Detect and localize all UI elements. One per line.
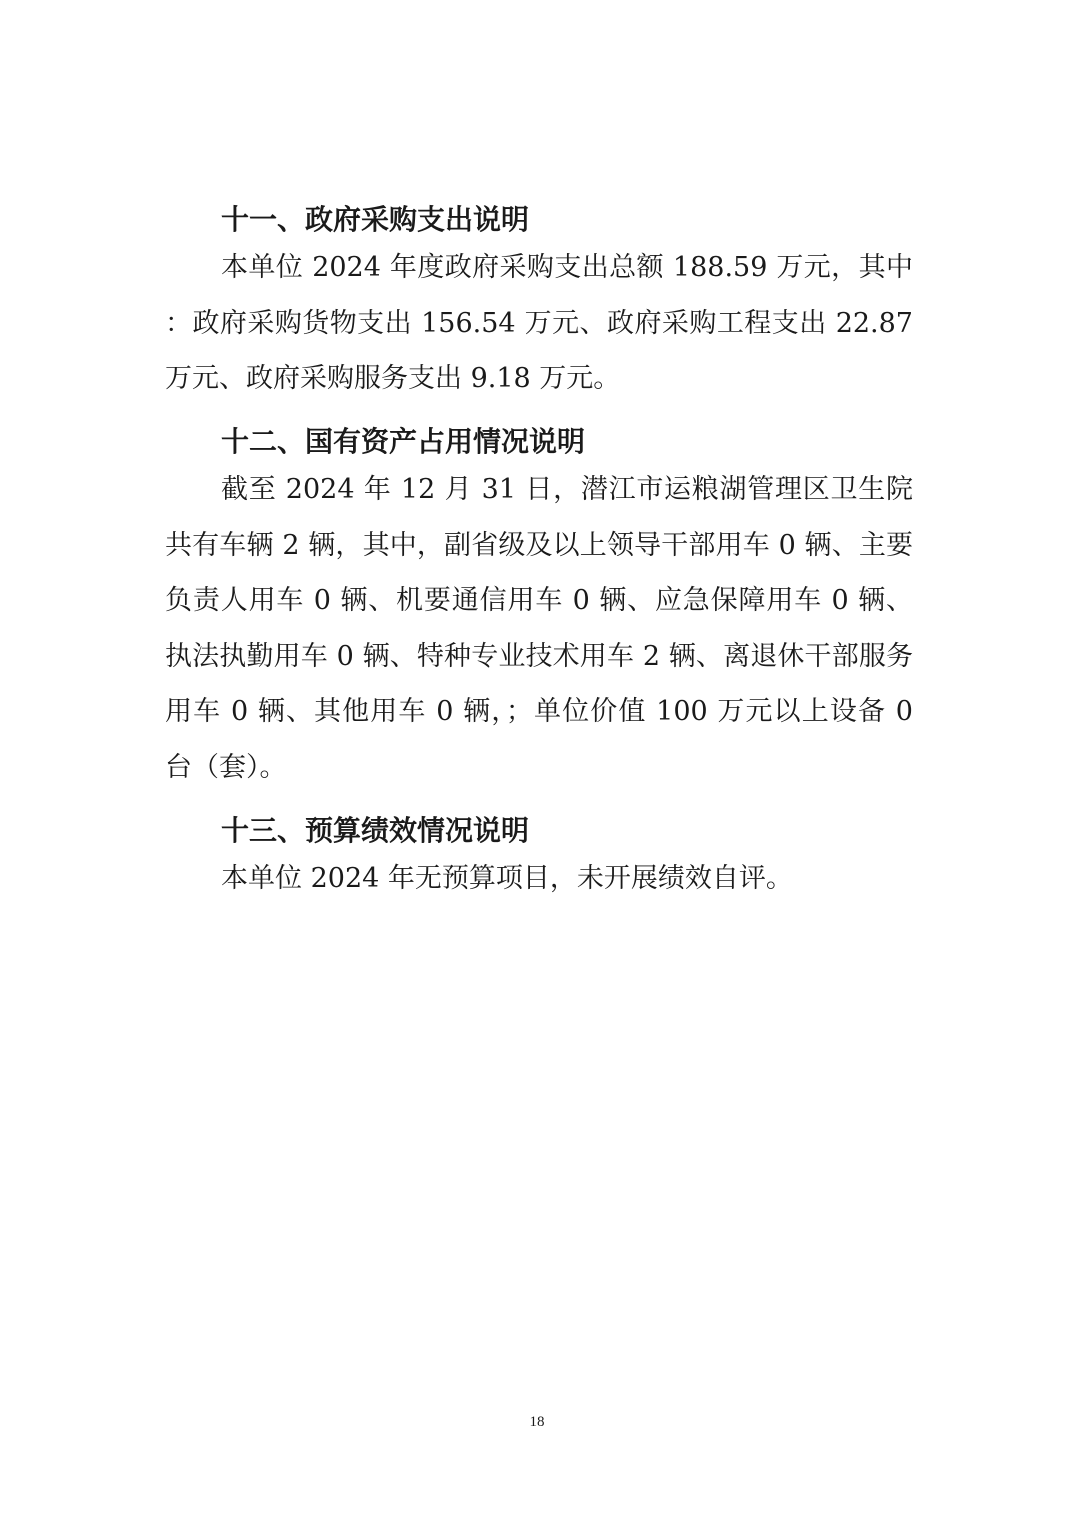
section-heading: 十一、政府采购支出说明 [221, 203, 530, 236]
section-paragraph: 本单位 2024 年无预算项目，未开展绩效自评。 [221, 863, 793, 894]
section-budget-performance [165, 811, 913, 907]
page-number: 18 [529, 1414, 545, 1430]
section-paragraph: 截至 2024 年 12 月 31 日，潜江市运粮湖管理区卫生院共有车辆 2 辆，其中，副省级及以上领导干部用车 0 辆、主要负责人用车 0 辆、机要通信用车 0 辆、应急保障用车 0 辆、执法执勤用车 0 辆、特种专业技术用车 2 辆、离退休干部服务用车 0 辆、其他用车 0 辆，；单位价值 100 万元以上设备 0 台（套）。 [165, 474, 913, 783]
section-heading: 十二、国有资产占用情况说明 [221, 425, 586, 458]
section-government-procurement [165, 200, 913, 407]
section-paragraph: 本单位 2024 年度政府采购支出总额 188.59 万元，其中：政府采购货物支出 156.54 万元、政府采购工程支出 22.87 万元、政府采购服务支出 9.18 万元。 [165, 252, 913, 394]
section-state-assets [165, 422, 913, 795]
section-heading: 十三、预算绩效情况说明 [221, 814, 530, 847]
